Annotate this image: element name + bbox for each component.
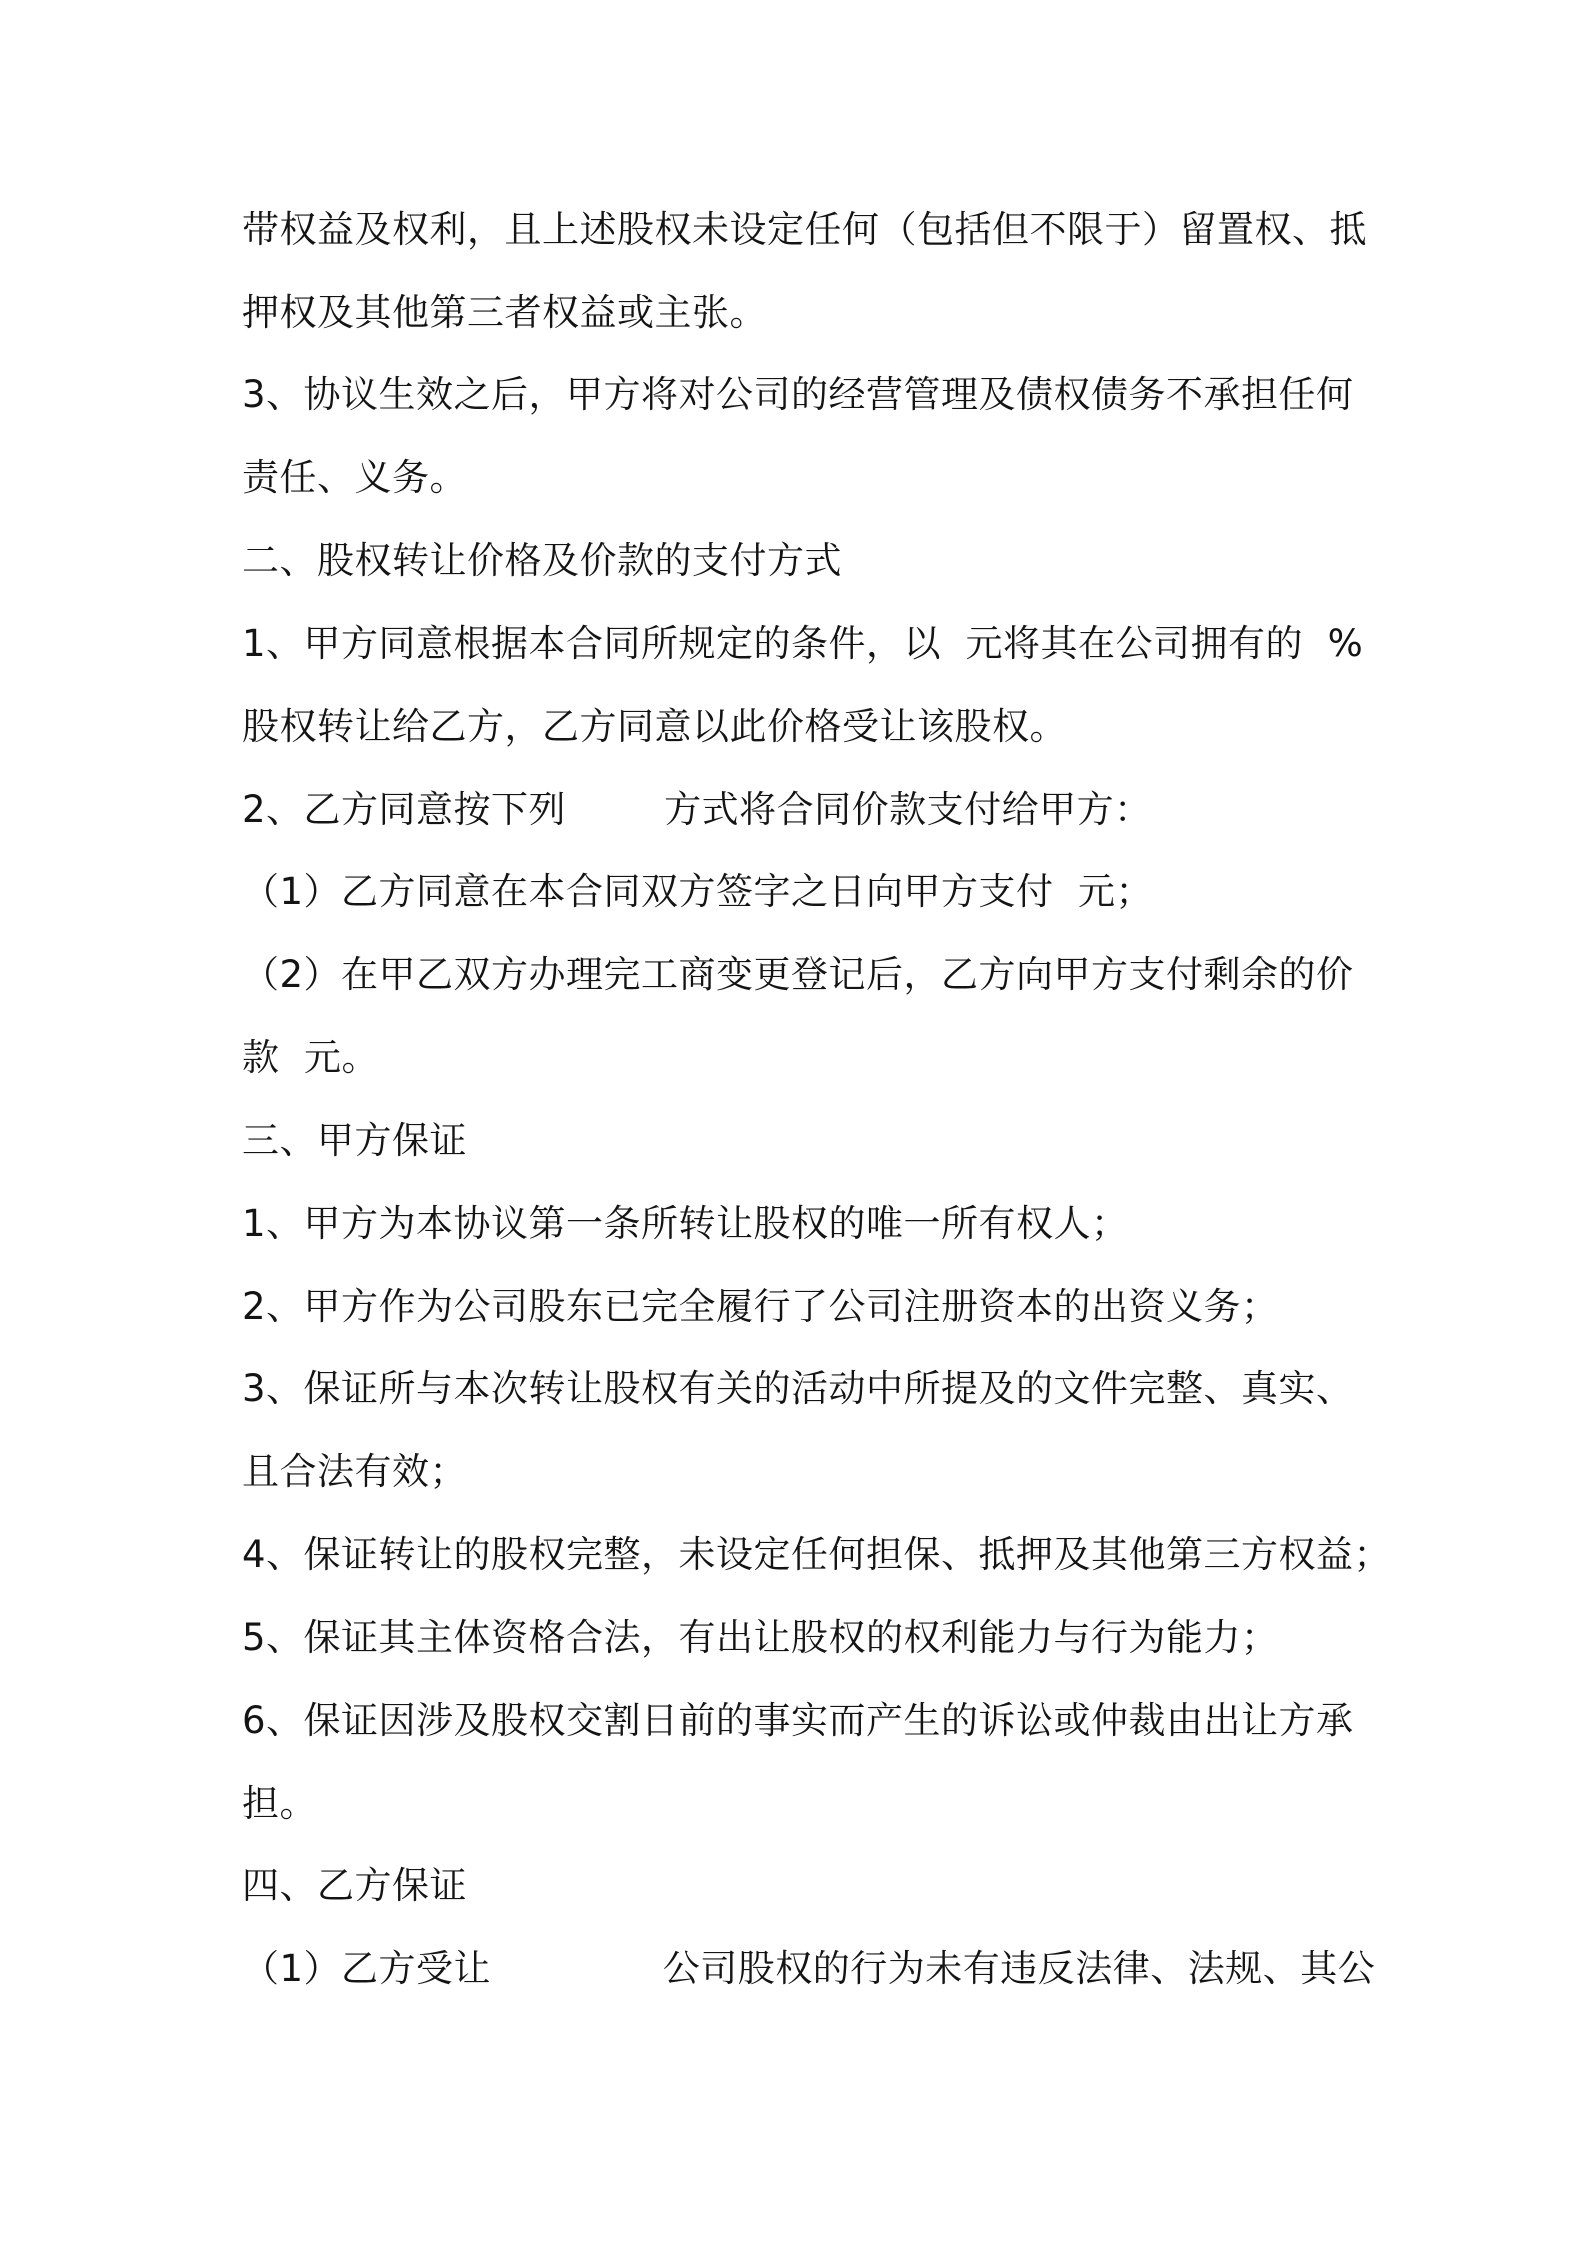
text-line-15: 3、保证所与本次转让股权有关的活动中所提及的文件完整、真实、 <box>242 1367 1354 1410</box>
text-line-11: 款 元。 <box>242 1036 380 1079</box>
text-line-20: 担。 <box>242 1782 317 1825</box>
text-line-18: 5、保证其主体资格合法，有出让股权的权利能力与行为能力； <box>242 1616 1279 1659</box>
text-line-2: 押权及其他第三者权益或主张。 <box>242 291 767 334</box>
text-line-10: （2）在甲乙双方办理完工商变更登记后，乙方向甲方支付剩余的价 <box>242 953 1354 996</box>
text-line-1: 带权益及权利，且上述股权未设定任何（包括但不限于）留置权、抵 <box>242 208 1367 251</box>
section-heading-3: 三、甲方保证 <box>242 1119 467 1162</box>
text-line-8: 2、乙方同意按下列 方式将合同价款支付给甲方： <box>242 788 1152 831</box>
section-heading-4: 四、乙方保证 <box>242 1864 467 1907</box>
text-line-16: 且合法有效； <box>242 1450 467 1493</box>
text-line-7: 股权转让给乙方，乙方同意以此价格受让该股权。 <box>242 705 1067 748</box>
text-line-19: 6、保证因涉及股权交割日前的事实而产生的诉讼或仲裁由出让方承 <box>242 1699 1354 1742</box>
text-line-14: 2、甲方作为公司股东已完全履行了公司注册资本的出资义务； <box>242 1285 1279 1328</box>
text-line-17: 4、保证转让的股权完整，未设定任何担保、抵押及其他第三方权益； <box>242 1533 1392 1576</box>
text-line-6: 1、甲方同意根据本合同所规定的条件，以 元将其在公司拥有的 % <box>242 622 1364 665</box>
text-line-13: 1、甲方为本协议第一条所转让股权的唯一所有权人； <box>242 1202 1129 1245</box>
text-line-3: 3、协议生效之后，甲方将对公司的经营管理及债权债务不承担任何 <box>242 373 1354 416</box>
section-heading-2: 二、股权转让价格及价款的支付方式 <box>242 539 842 582</box>
text-line-9: （1）乙方同意在本合同双方签字之日向甲方支付 元； <box>242 870 1154 913</box>
text-line-22: （1）乙方受让 公司股权的行为未有违反法律、法规、其公 <box>242 1947 1376 1990</box>
text-line-4: 责任、义务。 <box>242 456 467 499</box>
